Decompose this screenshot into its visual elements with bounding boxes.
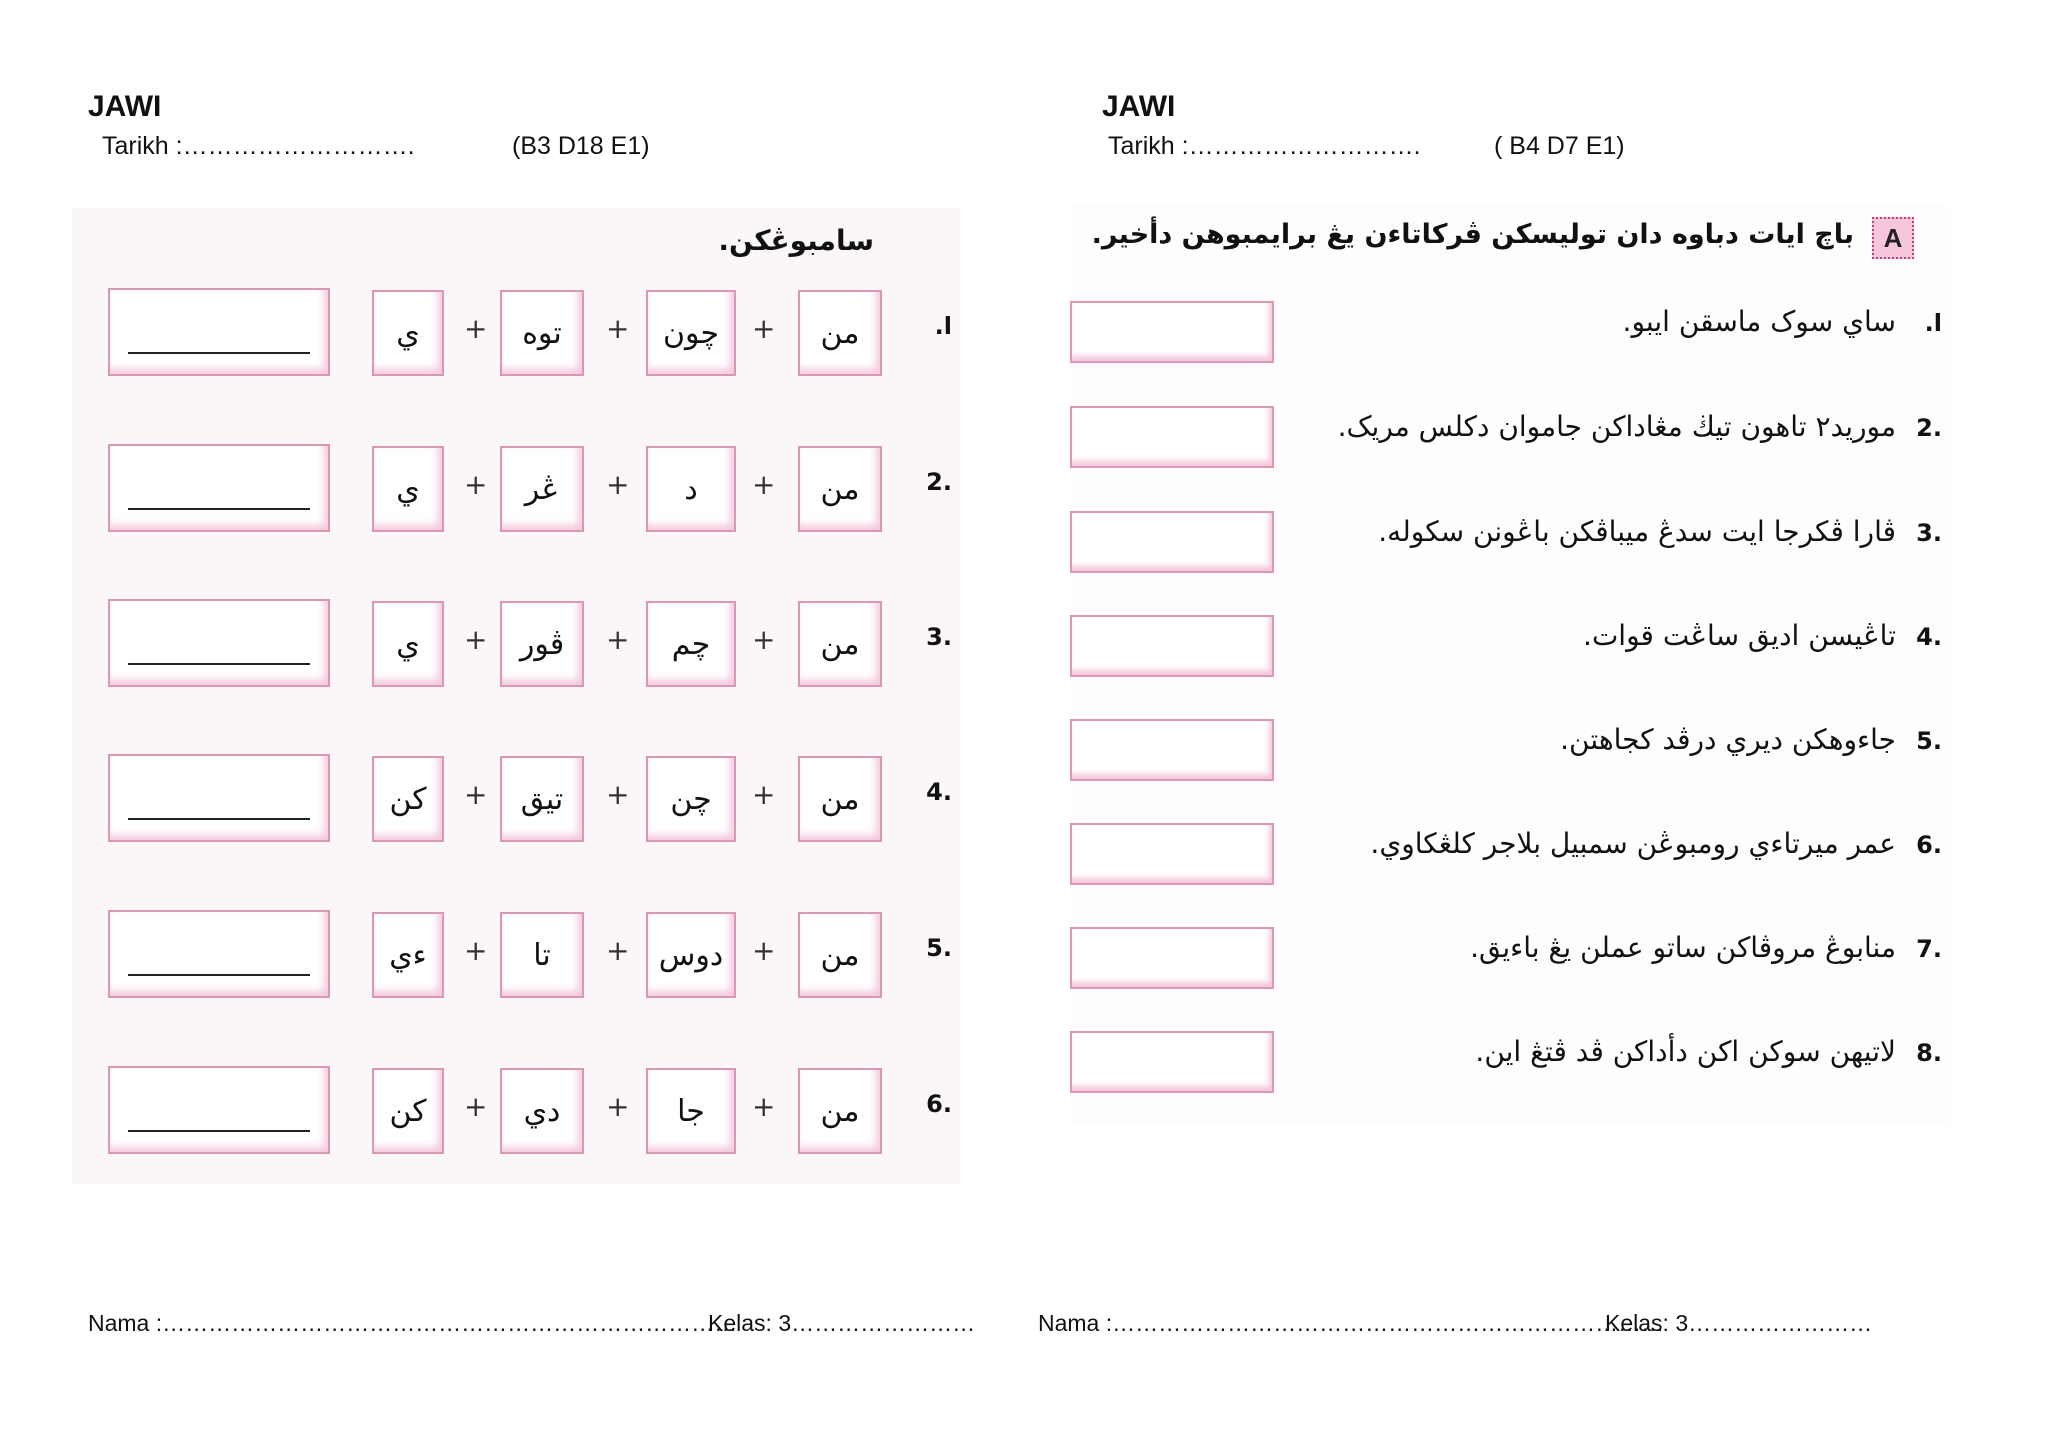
exercise-row: [72, 1068, 960, 1160]
left-date-line: Tarikh :……………………….: [102, 132, 415, 160]
plus-sign: +: [752, 778, 776, 811]
exercise-instruction: سامبوڠكن.: [718, 224, 874, 257]
syllable-box-3: توه: [500, 290, 584, 376]
answer-box[interactable]: [108, 444, 330, 532]
answer-box[interactable]: [108, 599, 330, 687]
row-number: 3.: [926, 623, 952, 651]
question-number: 4.: [1916, 623, 1942, 651]
question-sentence: منابوڠ مروڤاكن ساتو عملن يڠ باءيق.: [1470, 931, 1896, 964]
question-sentence: ڤارا ڤكرجا ايت سدڠ ميباڤكن باڠونن سكوله.: [1378, 515, 1896, 548]
syllable-box-4: ءي: [372, 912, 444, 998]
question-item: [1070, 1031, 1950, 1101]
answer-line: [128, 508, 310, 510]
answer-box[interactable]: [1070, 511, 1274, 573]
answer-line: [128, 818, 310, 820]
plus-sign: +: [752, 468, 776, 501]
plus-sign: +: [464, 934, 488, 967]
syllable-box-3: ڤور: [500, 601, 584, 687]
plus-sign: +: [752, 312, 776, 345]
syllable-box-1: من: [798, 446, 882, 532]
plus-sign: +: [606, 934, 630, 967]
left-worksheet-code: (B3 D18 E1): [512, 132, 650, 160]
plus-sign: +: [464, 1090, 488, 1123]
row-number: 6.: [926, 1090, 952, 1118]
syllable-box-3: تا: [500, 912, 584, 998]
plus-sign: +: [752, 623, 776, 656]
syllable-box-4: كن: [372, 756, 444, 842]
plus-sign: +: [606, 623, 630, 656]
plus-sign: +: [464, 623, 488, 656]
right-worksheet-code: ( B4 D7 E1): [1494, 132, 1625, 160]
syllable-box-1: من: [798, 1068, 882, 1154]
right-subject-title: JAWI: [1102, 90, 1176, 123]
syllable-box-1: من: [798, 290, 882, 376]
syllable-box-4: ي: [372, 601, 444, 687]
syllable-box-3: ڠر: [500, 446, 584, 532]
exercise-row: [72, 601, 960, 693]
answer-box[interactable]: [1070, 927, 1274, 989]
plus-sign: +: [606, 312, 630, 345]
syllable-exercise-panel: [72, 208, 960, 1184]
exercise-row: [72, 912, 960, 1004]
syllable-box-2: دوس: [646, 912, 736, 998]
plus-sign: +: [606, 778, 630, 811]
answer-line: [128, 974, 310, 976]
question-item: [1070, 719, 1950, 789]
syllable-box-4: ي: [372, 290, 444, 376]
answer-box[interactable]: [108, 288, 330, 376]
question-number: 6.: [1916, 831, 1942, 859]
row-number: ا.: [934, 312, 952, 340]
question-number: 7.: [1916, 935, 1942, 963]
question-number: ا.: [1924, 309, 1942, 337]
answer-box[interactable]: [1070, 823, 1274, 885]
answer-box[interactable]: [108, 910, 330, 998]
question-item: [1070, 511, 1950, 581]
syllable-box-1: من: [798, 601, 882, 687]
question-number: 8.: [1916, 1039, 1942, 1067]
syllable-box-2: د: [646, 446, 736, 532]
answer-line: [128, 352, 310, 354]
plus-sign: +: [752, 1090, 776, 1123]
plus-sign: +: [752, 934, 776, 967]
answer-box[interactable]: [1070, 1031, 1274, 1093]
question-item: [1070, 301, 1950, 371]
right-name-line: Nama :………………………………………………………………: [1038, 1310, 1665, 1336]
plus-sign: +: [464, 468, 488, 501]
left-subject-title: JAWI: [88, 90, 162, 123]
syllable-box-2: چون: [646, 290, 736, 376]
right-class-line: Kelas: 3……………………: [1605, 1310, 1873, 1336]
syllable-box-2: چم: [646, 601, 736, 687]
question-item: [1070, 823, 1950, 893]
plus-sign: +: [464, 778, 488, 811]
question-sentence: موريد٢ تاهون تيڬ مڠاداكن جاموان دكلس مريک.: [1337, 410, 1896, 443]
question-sentence: جاءوهكن ديري درڤد كجاهتن.: [1560, 723, 1896, 756]
answer-box[interactable]: [108, 1066, 330, 1154]
plus-sign: +: [606, 468, 630, 501]
question-number: 3.: [1916, 519, 1942, 547]
syllable-box-3: دي: [500, 1068, 584, 1154]
sentence-exercise-panel: [1070, 205, 1950, 1125]
row-number: 5.: [926, 934, 952, 962]
row-number: 4.: [926, 778, 952, 806]
question-number: 2.: [1916, 414, 1942, 442]
section-a-badge: A: [1872, 217, 1914, 259]
syllable-box-4: ي: [372, 446, 444, 532]
left-name-line: Nama :…………………………………………………………………: [88, 1310, 738, 1336]
answer-box[interactable]: [1070, 406, 1274, 468]
question-item: [1070, 927, 1950, 997]
syllable-box-2: چن: [646, 756, 736, 842]
question-number: 5.: [1916, 727, 1942, 755]
syllable-box-3: تيق: [500, 756, 584, 842]
syllable-box-1: من: [798, 756, 882, 842]
question-sentence: عمر ميرتاءي رومبوڠن سمبيل بلاجر كلڠكاوي.: [1370, 827, 1896, 860]
question-item: [1070, 406, 1950, 476]
question-sentence: لاتيهن سوكن اكن دأداكن ڤد ڤتڠ اين.: [1475, 1035, 1896, 1068]
answer-box[interactable]: [1070, 301, 1274, 363]
plus-sign: +: [606, 1090, 630, 1123]
syllable-box-1: من: [798, 912, 882, 998]
syllable-box-4: كن: [372, 1068, 444, 1154]
exercise-row: [72, 446, 960, 538]
syllable-box-2: جا: [646, 1068, 736, 1154]
right-date-line: Tarikh :……………………….: [1108, 132, 1421, 160]
answer-line: [128, 1130, 310, 1132]
answer-box[interactable]: [108, 754, 330, 842]
answer-line: [128, 663, 310, 665]
section-a-instruction: باچ ايات دباوه دان توليسكن ڤركاتاءن يڠ برايمبوهن دأخير.: [1091, 219, 1854, 250]
answer-box[interactable]: [1070, 615, 1274, 677]
exercise-row: [72, 756, 960, 848]
question-sentence: ساي سوک ماسقن ايبو.: [1622, 305, 1896, 338]
left-class-line: Kelas: 3……………………: [708, 1310, 976, 1336]
question-item: [1070, 615, 1950, 685]
row-number: 2.: [926, 468, 952, 496]
exercise-row: [72, 290, 960, 382]
question-sentence: تاڠيسن اديق ساڠت قوات.: [1583, 619, 1896, 652]
plus-sign: +: [464, 312, 488, 345]
answer-box[interactable]: [1070, 719, 1274, 781]
